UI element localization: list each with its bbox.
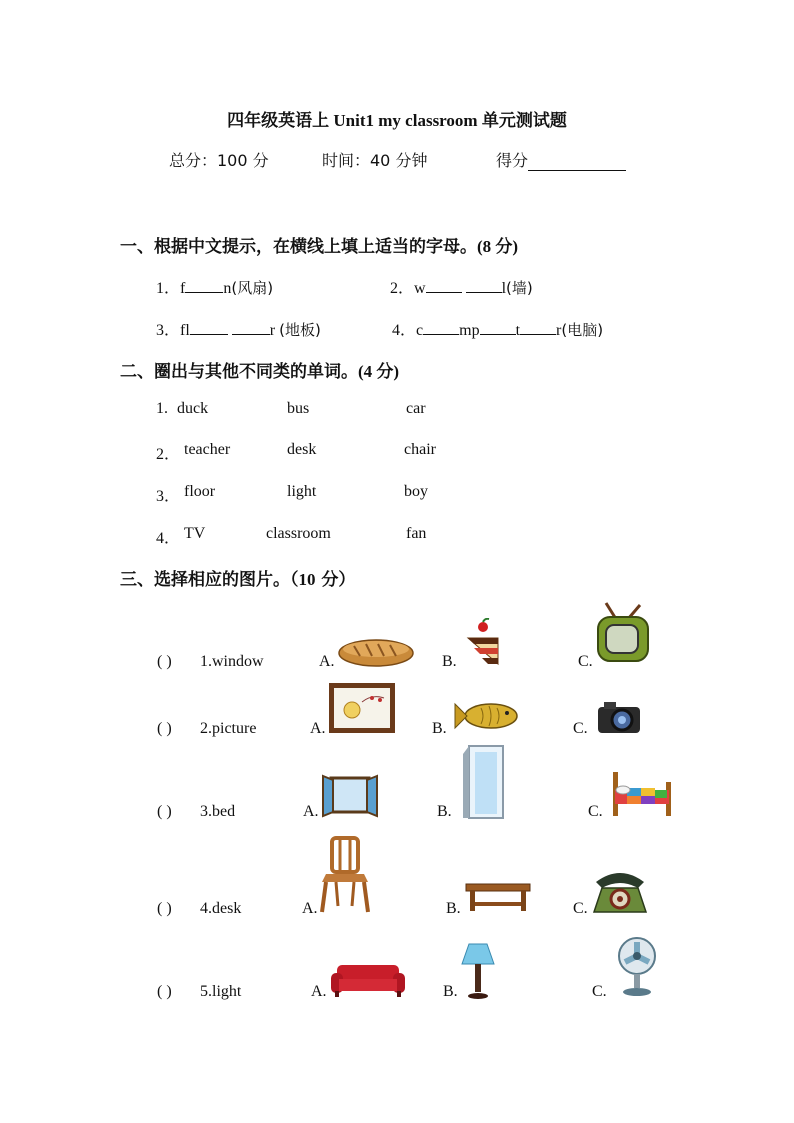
blank[interactable] <box>232 319 270 335</box>
blank[interactable] <box>466 277 502 293</box>
s2-row-2-num: 2． <box>156 446 181 463</box>
blank[interactable] <box>520 319 556 335</box>
question-word: 2.picture <box>200 720 257 737</box>
blank[interactable] <box>426 277 462 293</box>
score-field <box>496 148 626 171</box>
lamp-image[interactable] <box>461 942 495 1000</box>
electric-fan-image[interactable] <box>616 936 658 998</box>
page-title: 四年级英语上 Unit1 my classroom 单元测试题 <box>227 111 567 130</box>
s2-word[interactable]: bus <box>287 400 310 417</box>
blank[interactable] <box>423 319 459 335</box>
s2-word[interactable]: TV <box>184 525 206 542</box>
s2-word[interactable]: duck <box>177 400 209 417</box>
question-word: 1.window <box>200 653 264 670</box>
option-a-label[interactable]: A. <box>303 803 319 820</box>
s2-word[interactable]: desk <box>287 441 317 458</box>
television-image[interactable] <box>594 601 652 665</box>
score-label: 得分 <box>496 151 529 170</box>
sofa-image[interactable] <box>329 963 407 999</box>
s2-word[interactable]: classroom <box>266 525 331 542</box>
section2-heading: 二、圈出与其他不同类的单词。(4 分) <box>120 362 400 382</box>
option-b-label[interactable]: B. <box>437 803 452 820</box>
score-line[interactable] <box>528 154 626 171</box>
bed-image[interactable] <box>609 768 675 820</box>
s2-word[interactable]: teacher <box>184 441 231 458</box>
camera-image[interactable] <box>596 699 644 735</box>
option-b-label[interactable]: B. <box>443 983 458 1000</box>
option-a-label[interactable]: A. <box>319 653 335 670</box>
s1-item-1: 1．f n(风扇) <box>156 279 274 297</box>
s1-item-4: 4．c mp t r(电脑) <box>392 321 604 339</box>
s2-word[interactable]: car <box>406 400 426 417</box>
blank[interactable] <box>190 319 228 335</box>
s2-row-4-num: 4． <box>156 530 181 547</box>
s1-item-3: 3．fl r (地板) <box>156 321 321 339</box>
section3-heading: 三、选择相应的图片。（10 分） <box>120 570 356 590</box>
answer-paren[interactable]: ( ) <box>157 900 172 917</box>
answer-paren[interactable]: ( ) <box>157 653 172 670</box>
s2-word[interactable]: chair <box>404 441 436 458</box>
option-c-label[interactable]: C. <box>573 720 588 737</box>
answer-paren[interactable]: ( ) <box>157 983 172 1000</box>
option-a-label[interactable]: A. <box>310 720 326 737</box>
telephone-image[interactable] <box>592 866 648 914</box>
s2-word[interactable]: fan <box>406 525 427 542</box>
cake-image[interactable] <box>466 618 500 666</box>
window-image[interactable] <box>321 772 379 818</box>
s2-word[interactable]: floor <box>184 483 216 500</box>
s1-item-2: 2．w l(墙) <box>390 279 533 297</box>
option-c-label[interactable]: C. <box>578 653 593 670</box>
desk-image[interactable] <box>464 880 532 914</box>
section1-heading: 一、根据中文提示，在横线上填上适当的字母。(8 分) <box>120 237 519 257</box>
time-limit: 时间：40 分钟 <box>322 151 428 170</box>
blank[interactable] <box>185 277 223 293</box>
total-score: 总分：100 分 <box>169 151 269 170</box>
s2-row-3-num: 3． <box>156 488 181 505</box>
s2-row-1-num: 1. <box>156 400 168 417</box>
answer-paren[interactable]: ( ) <box>157 803 172 820</box>
option-a-label[interactable]: A. <box>311 983 327 1000</box>
bread-image[interactable] <box>338 636 414 668</box>
chair-image[interactable] <box>318 836 372 914</box>
question-word: 5.light <box>200 983 242 1000</box>
answer-paren[interactable]: ( ) <box>157 720 172 737</box>
door-image[interactable] <box>461 744 505 820</box>
s2-word[interactable]: light <box>287 483 317 500</box>
s2-word[interactable]: boy <box>404 483 428 500</box>
fish-image[interactable] <box>453 700 523 732</box>
question-word: 3.bed <box>200 803 236 820</box>
option-b-label[interactable]: B. <box>446 900 461 917</box>
framed-picture-image[interactable] <box>328 682 396 734</box>
option-a-label[interactable]: A. <box>302 900 318 917</box>
blank[interactable] <box>480 319 516 335</box>
option-c-label[interactable]: C. <box>573 900 588 917</box>
option-c-label[interactable]: C. <box>588 803 603 820</box>
option-b-label[interactable]: B. <box>432 720 447 737</box>
question-word: 4.desk <box>200 900 242 917</box>
option-c-label[interactable]: C. <box>592 983 607 1000</box>
option-b-label[interactable]: B. <box>442 653 457 670</box>
